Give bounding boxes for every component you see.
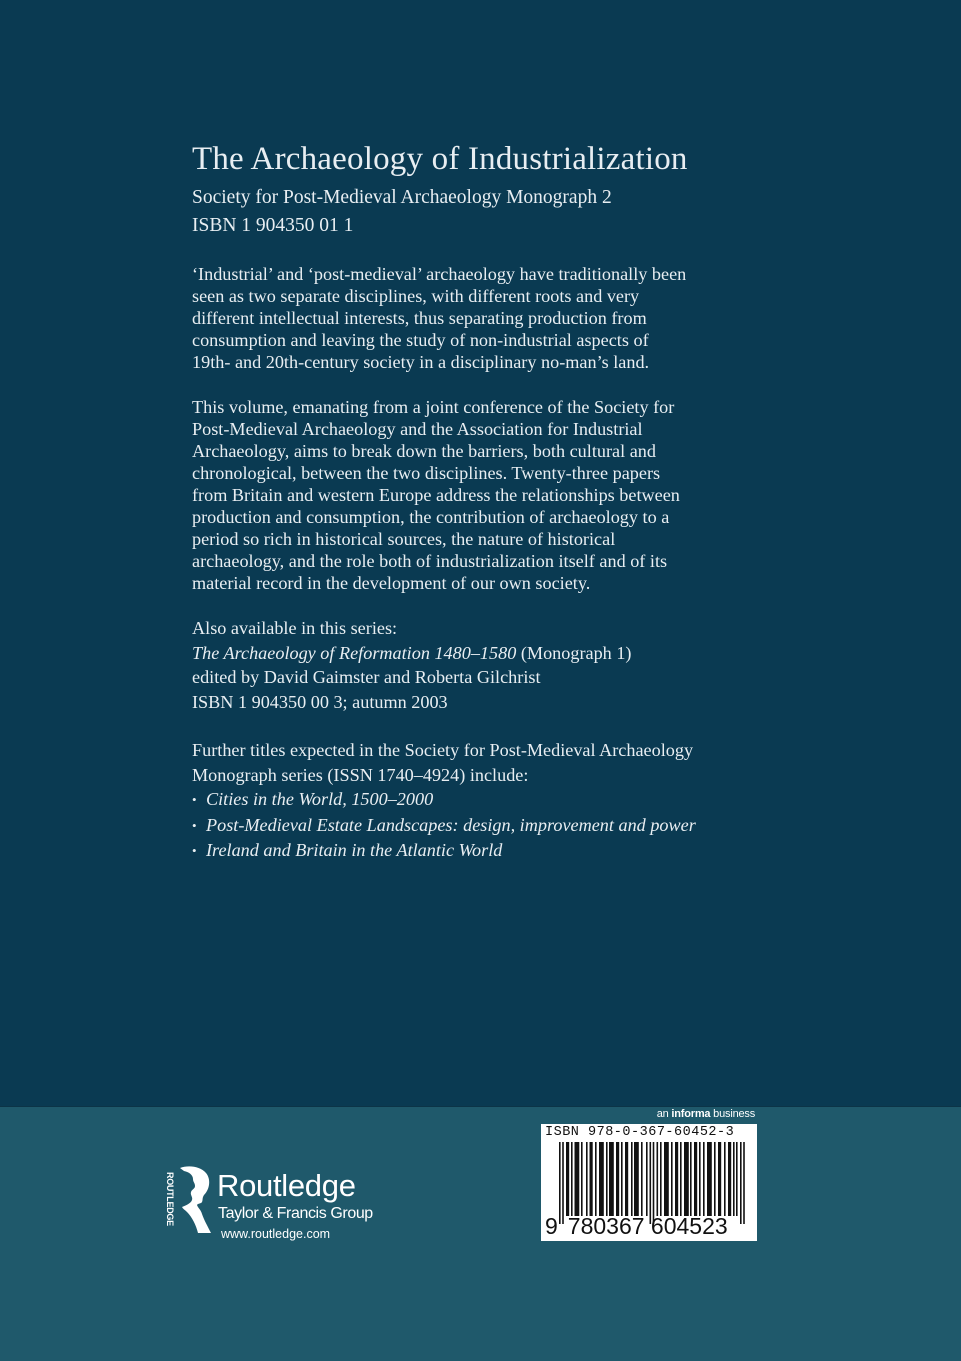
- related-title-suffix: (Monograph 1): [516, 642, 632, 663]
- blurb-line: Archaeology, aims to break down the barriers, both cultural and: [192, 441, 656, 461]
- back-cover-text: [192, 138, 762, 864]
- blurb-line: from Britain and western Europe address the relationships between: [192, 485, 680, 505]
- further-title-text: Post-Medieval Estate Landscapes: design, improvement and power: [206, 814, 696, 835]
- further-title-text: Ireland and Britain in the Atlantic World: [206, 840, 503, 860]
- informa-tagline: [657, 1107, 755, 1121]
- isbn-barcode: [541, 1124, 757, 1241]
- bullet-icon: •: [192, 792, 197, 807]
- blurb-line: different intellectual interests, thus separating production from: [192, 308, 647, 328]
- informa-brand: informa: [671, 1108, 711, 1120]
- blurb-line: material record in the development of our own society.: [192, 573, 591, 593]
- series-line: Society for Post-Medieval Archaeology Monograph 2: [192, 187, 612, 208]
- blurb-line: This volume, emanating from a joint conference of the Society for: [192, 397, 675, 417]
- related-editors: edited by David Gaimster and Roberta Gilchrist: [192, 667, 541, 687]
- further-title-text: Cities in the World, 1500–2000: [206, 789, 434, 809]
- further-title-item: [192, 813, 762, 839]
- book-isbn: ISBN 1 904350 01 1: [192, 215, 354, 236]
- further-title-item: [192, 787, 762, 813]
- blurb-line: chronological, between the two disciplines. Twenty-three papers: [192, 463, 661, 483]
- publisher-band: [0, 1106, 961, 1361]
- barcode-digits: [545, 1213, 728, 1239]
- publisher-name: Routledge: [217, 1168, 356, 1203]
- blurb-line: Post-Medieval Archaeology and the Association for Industrial: [192, 419, 643, 439]
- routledge-r-profile-icon: [178, 1165, 212, 1235]
- informa-suffix: business: [710, 1108, 755, 1120]
- related-title: The Archaeology of Reformation 1480–1580: [192, 642, 517, 663]
- bullet-icon: •: [192, 817, 197, 833]
- bullet-icon: •: [192, 843, 197, 858]
- blurb-line: ‘Industrial’ and ‘post-medieval’ archaeology have traditionally been: [192, 264, 687, 284]
- publisher-logo: [160, 1165, 400, 1245]
- blurb-line: consumption and leaving the study of non-industrial aspects of: [192, 330, 649, 350]
- further-titles-intro: Further titles expected in the Society for Post-Medieval Archaeology: [192, 740, 694, 760]
- blurb-line: production and consumption, the contribution of archaeology to a: [192, 507, 670, 527]
- barcode-bars-icon: [559, 1142, 749, 1224]
- also-available-section: [192, 616, 762, 714]
- informa-prefix: an: [656, 1108, 672, 1120]
- related-isbn: ISBN 1 904350 00 3; autumn 2003: [192, 691, 448, 712]
- publisher-group: Taylor & Francis Group: [218, 1205, 373, 1222]
- further-title-item: [192, 838, 762, 864]
- further-titles-intro: Monograph series (ISSN 1740–4924) include:: [192, 764, 529, 785]
- routledge-vertical-wordmark: ROUTLEDGE: [165, 1172, 175, 1226]
- barcode-remaining-digits: 780367 604523: [567, 1213, 728, 1239]
- blurb-paragraph-1: [192, 263, 762, 373]
- blurb-paragraph-2: [192, 396, 762, 594]
- related-title-line: [192, 641, 762, 666]
- further-titles-section: [192, 738, 762, 864]
- blurb-line: seen as two separate disciplines, with different roots and very: [192, 286, 640, 306]
- also-available-heading: Also available in this series:: [192, 618, 398, 638]
- barcode-isbn-label: ISBN 978-0-367-60452-3: [545, 1125, 735, 1140]
- blurb-line: 19th- and 20th-century society in a disciplinary no-man’s land.: [192, 352, 650, 372]
- book-title: The Archaeology of Industrialization: [192, 141, 688, 177]
- routledge-logo-mark: [160, 1165, 214, 1235]
- publisher-url: www.routledge.com: [221, 1227, 331, 1241]
- blurb-line: period so rich in historical sources, the nature of historical: [192, 529, 616, 549]
- blurb-line: archaeology, and the role both of industrialization itself and of its: [192, 551, 668, 571]
- barcode-first-digit: 9: [545, 1213, 558, 1239]
